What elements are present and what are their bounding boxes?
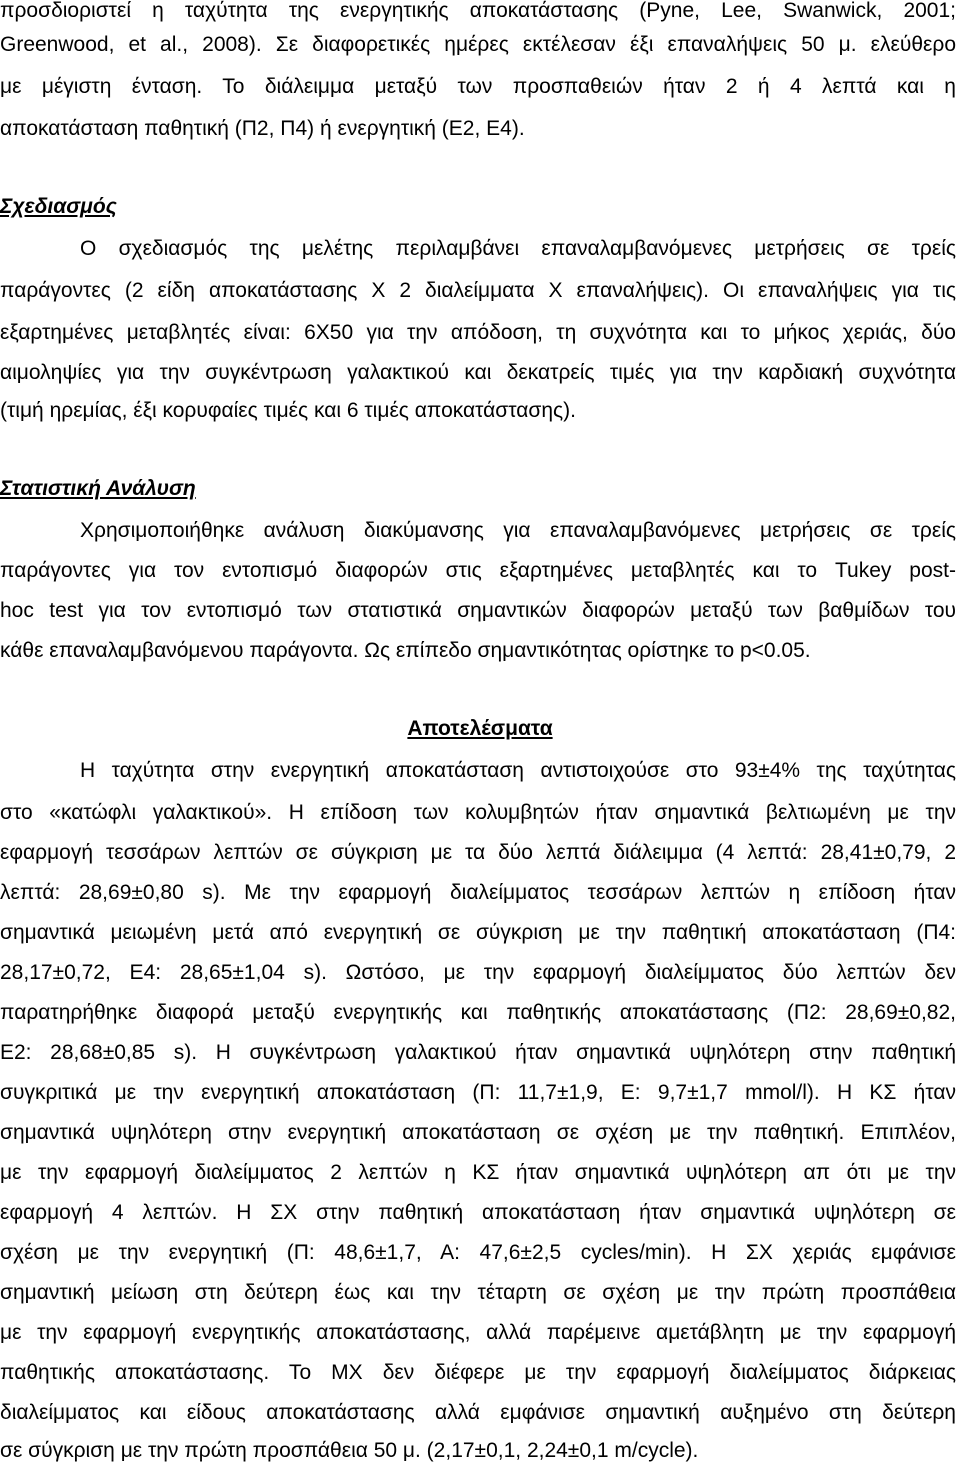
intro-line-3: με μέγιστη ένταση. Το διάλειμμα μεταξύ των προσπαθειών ήταν 2 ή 4 λεπτά και η bbox=[0, 75, 956, 98]
design-line-1: Ο σχεδιασμός της μελέτης περιλαμβάνει επαναλαμβανόμενες μετρήσεις σε τρείς bbox=[80, 237, 956, 260]
statistics-line-1: Χρησιμοποιήθηκε ανάλυση διακύμανσης για επαναλαμβανόμενες μετρήσεις σε τρείς bbox=[80, 519, 956, 542]
results-line-17: διαλείμματος και είδους αποκατάστασης αλλά εμφάνισε σημαντική αυξημένο στη δεύτερη bbox=[0, 1401, 956, 1424]
results-line-1: Η ταχύτητα στην ενεργητική αποκατάσταση αντιστοιχούσε στο 93±4% της ταχύτητας bbox=[80, 759, 956, 782]
results-line-13: σχέση με την ενεργητική (Π: 48,6±1,7, Α: 47,6±2,5 cycles/min). Η ΣΧ χεριάς εμφάνισε bbox=[0, 1241, 956, 1264]
results-line-2: στο «κατώφλι γαλακτικού». Η επίδοση των κολυμβητών ήταν σημαντικά βελτιωμένη με την bbox=[0, 801, 956, 824]
design-line-2: παράγοντες (2 είδη αποκατάστασης Χ 2 διαλείμματα Χ επαναλήψεις). Οι επαναλήψεις για τις bbox=[0, 279, 956, 302]
results-line-16: παθητικής αποκατάστασης. Το ΜΧ δεν διέφερε με την εφαρμογή διαλείμματος διάρκειας bbox=[0, 1361, 956, 1384]
intro-line-2: Greenwood, et al., 2008). Σε διαφορετικές ημέρες εκτέλεσαν έξι επαναλήψεις 50 μ. ελεύθερο bbox=[0, 33, 956, 56]
intro-line-4: αποκατάσταση παθητική (Π2, Π4) ή ενεργητική (Ε2, Ε4). bbox=[0, 117, 525, 140]
results-line-9: συγκριτικά με την ενεργητική αποκατάσταση (Π: 11,7±1,9, Ε: 9,7±1,7 mmol/l). Η ΚΣ ήταν bbox=[0, 1081, 956, 1104]
intro-line-1: προσδιοριστεί η ταχύτητα της ενεργητικής αποκατάστασης (Pyne, Lee, Swanwick, 2001; bbox=[0, 0, 956, 22]
results-line-4: λεπτά: 28,69±0,80 s). Με την εφαρμογή διαλείμματος τεσσάρων λεπτών η επίδοση ήταν bbox=[0, 881, 956, 904]
design-line-4: αιμοληψίες για την συγκέντρωση γαλακτικού και δεκατρείς τιμές για την καρδιακή συχνότητα bbox=[0, 361, 956, 384]
design-heading: Σχεδιασμός bbox=[0, 195, 117, 218]
results-line-6: 28,17±0,72, Ε4: 28,65±1,04 s). Ωστόσο, με την εφαρμογή διαλείμματος δύο λεπτών δεν bbox=[0, 961, 956, 984]
results-line-14: σημαντική μείωση στη δεύτερη έως και την τέταρτη σε σχέση με την πρώτη προσπάθεια bbox=[0, 1281, 956, 1304]
results-line-15: με την εφαρμογή ενεργητικής αποκατάστασης, αλλά παρέμεινε αμετάβλητη με την εφαρμογή bbox=[0, 1321, 956, 1344]
statistics-line-4: κάθε επαναλαμβανόμενου παράγοντα. Ως επίπεδο σημαντικότητας ορίστηκε το p<0.05. bbox=[0, 639, 811, 662]
results-line-7: παρατηρήθηκε διαφορά μεταξύ ενεργητικής και παθητικής αποκατάστασης (Π2: 28,69±0,82, bbox=[0, 1001, 956, 1024]
results-line-10: σημαντικά υψηλότερη στην ενεργητική αποκατάσταση σε σχέση με την παθητική. Επιπλέον, bbox=[0, 1121, 956, 1144]
results-line-12: εφαρμογή 4 λεπτών. Η ΣΧ στην παθητική αποκατάσταση ήταν σημαντικά υψηλότερη σε bbox=[0, 1201, 956, 1224]
results-line-11: με την εφαρμογή διαλείμματος 2 λεπτών η ΚΣ ήταν σημαντικά υψηλότερη απ ότι με την bbox=[0, 1161, 956, 1184]
results-line-18: σε σύγκριση με την πρώτη προσπάθεια 50 μ. (2,17±0,1, 2,24±0,1 m/cycle). bbox=[0, 1439, 699, 1462]
design-line-3: εξαρτημένες μεταβλητές είναι: 6Χ50 για την απόδοση, τη συχνότητα και το μήκος χεριάς, δύο bbox=[0, 321, 956, 344]
results-line-8: Ε2: 28,68±0,85 s). Η συγκέντρωση γαλακτικού ήταν σημαντικά υψηλότερη στην παθητική bbox=[0, 1041, 956, 1064]
statistics-heading: Στατιστική Ανάλυση bbox=[0, 477, 196, 500]
design-line-5: (τιμή ηρεμίας, έξι κορυφαίες τιμές και 6 τιμές αποκατάστασης). bbox=[0, 399, 576, 422]
results-heading: Αποτελέσματα bbox=[407, 717, 553, 740]
results-line-5: σημαντικά μειωμένη μετά από ενεργητική σε σύγκριση με την παθητική αποκατάσταση (Π4: bbox=[0, 921, 956, 944]
statistics-line-3: hoc test για τον εντοπισμό των στατιστικά σημαντικών διαφορών μεταξύ των βαθμίδων του bbox=[0, 599, 956, 622]
results-line-3: εφαρμογή τεσσάρων λεπτών σε σύγκριση με τα δύο λεπτά διάλειμμα (4 λεπτά: 28,41±0,79, 2 bbox=[0, 841, 956, 864]
statistics-line-2: παράγοντες για τον εντοπισμό διαφορών στις εξαρτημένες μεταβλητές και το Tukey post- bbox=[0, 559, 956, 582]
